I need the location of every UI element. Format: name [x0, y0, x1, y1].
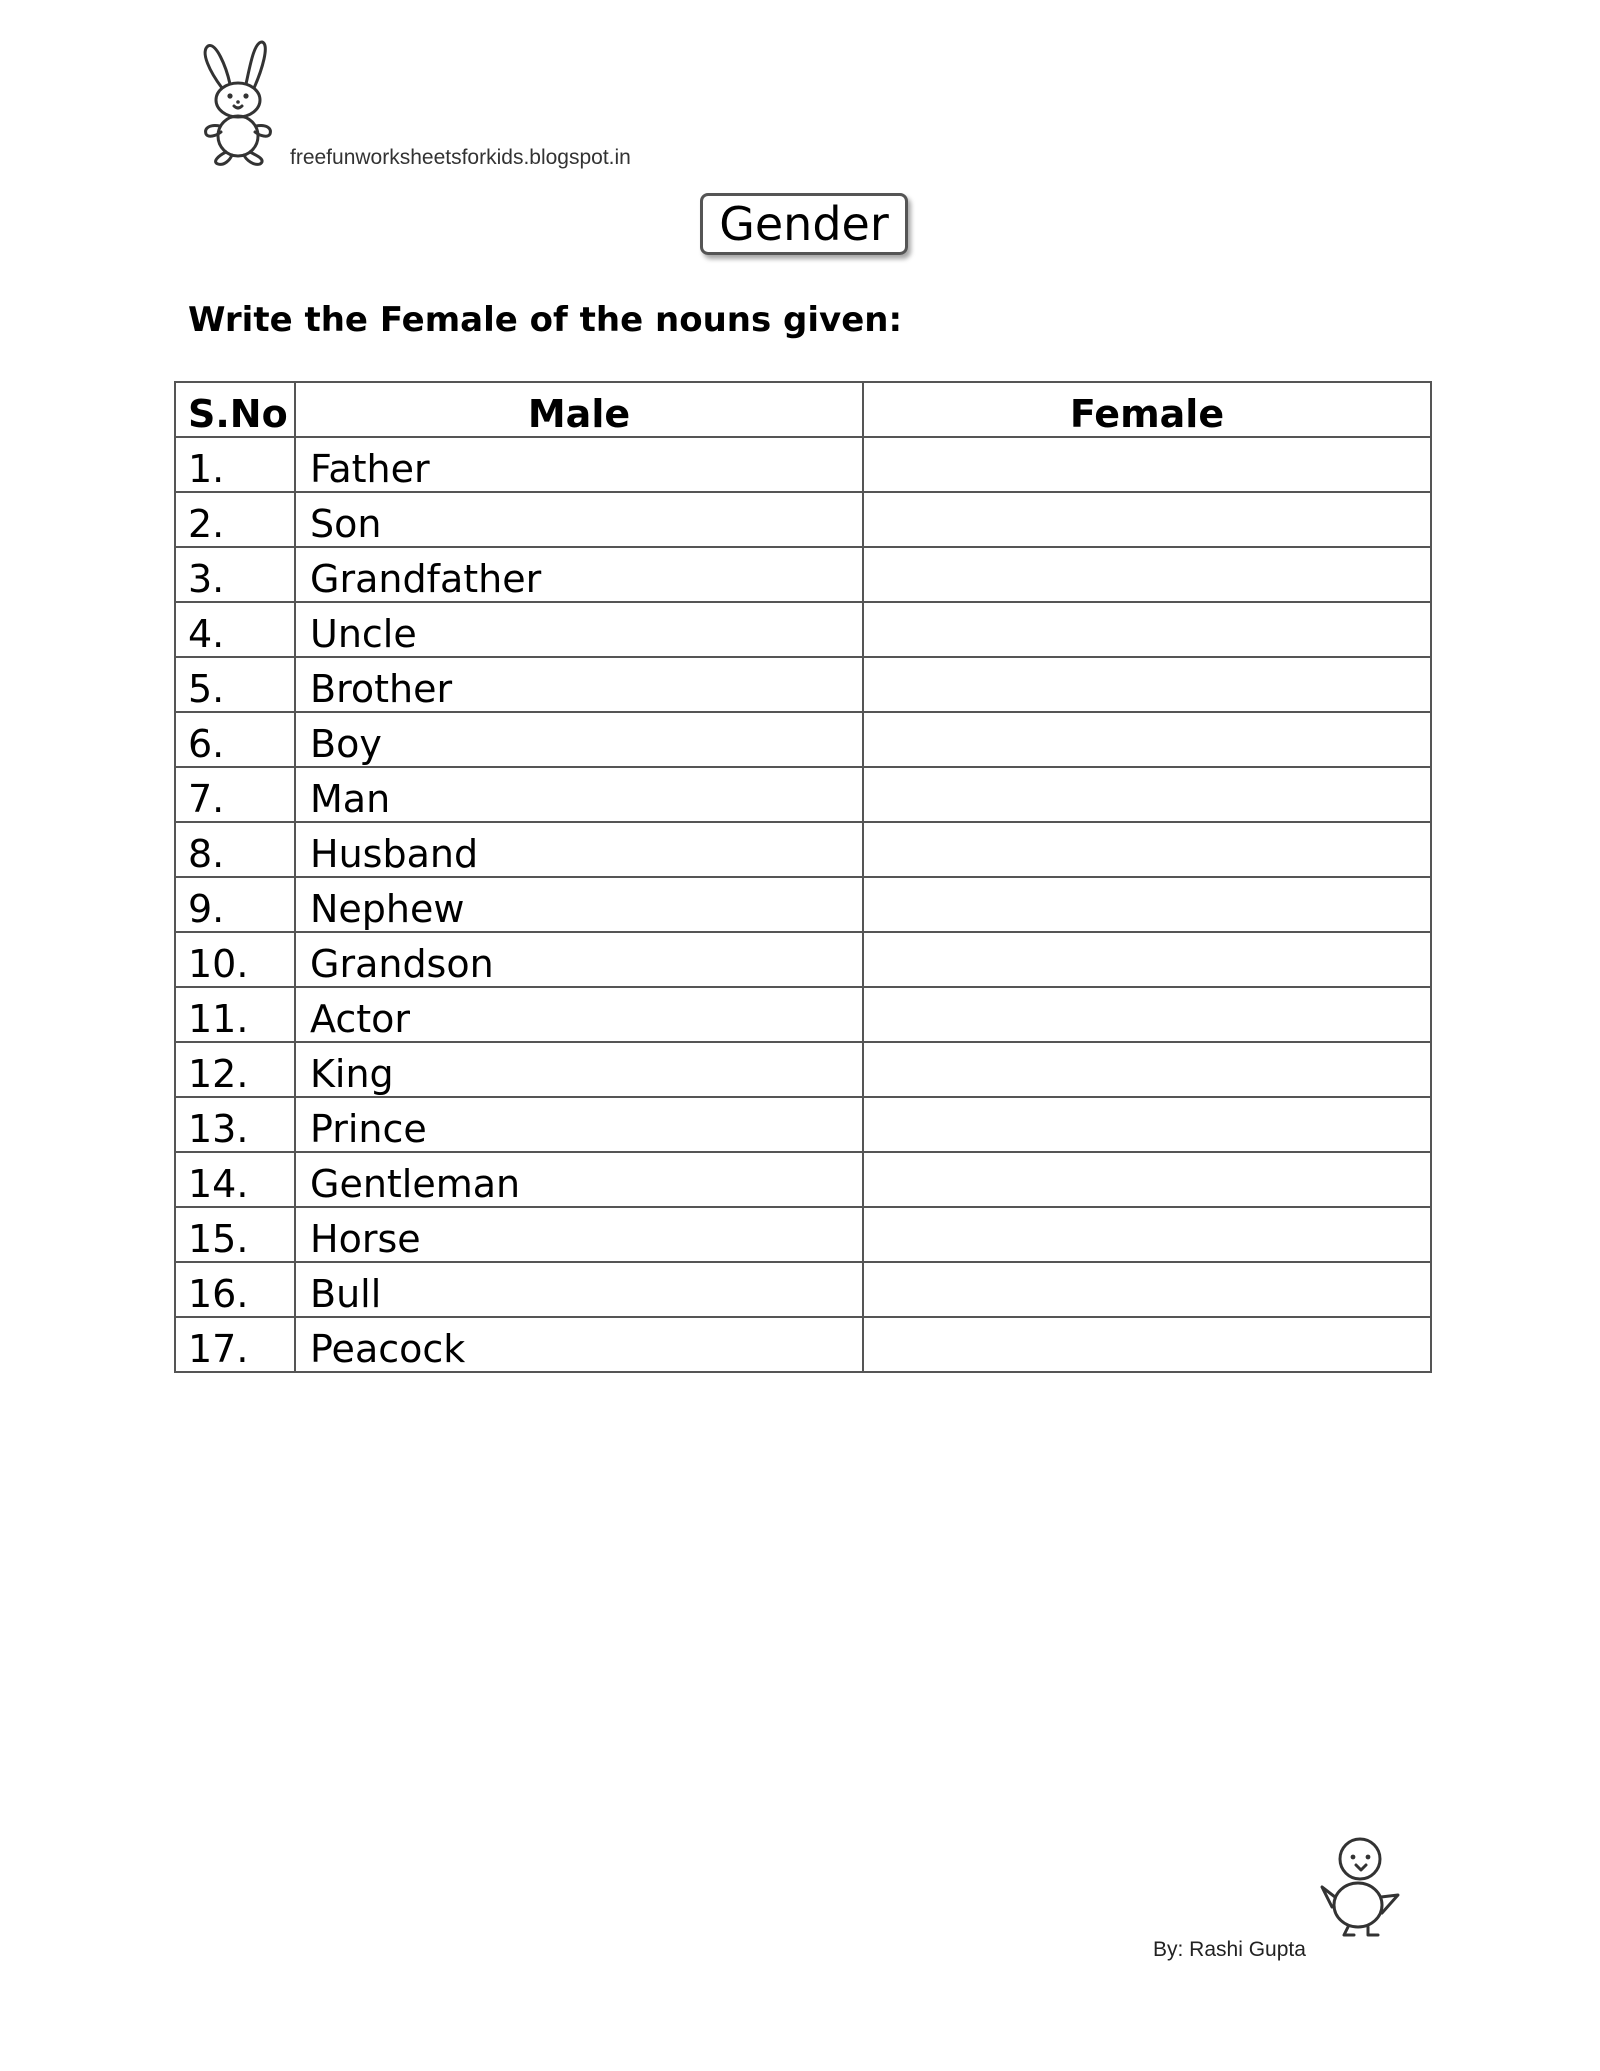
male-noun: Peacock	[295, 1317, 863, 1372]
row-number: 12.	[175, 1042, 295, 1097]
row-number: 14.	[175, 1152, 295, 1207]
male-noun: Man	[295, 767, 863, 822]
table-row	[175, 1042, 1431, 1097]
male-noun: Horse	[295, 1207, 863, 1262]
table-row	[175, 1207, 1431, 1262]
male-noun: Son	[295, 492, 863, 547]
male-noun: Actor	[295, 987, 863, 1042]
row-number: 10.	[175, 932, 295, 987]
male-noun: Uncle	[295, 602, 863, 657]
female-answer-cell[interactable]	[863, 987, 1431, 1042]
female-answer-cell[interactable]	[863, 712, 1431, 767]
table-row	[175, 712, 1431, 767]
female-answer-cell[interactable]	[863, 1097, 1431, 1152]
row-number: 3.	[175, 547, 295, 602]
row-number: 17.	[175, 1317, 295, 1372]
female-answer-cell[interactable]	[863, 932, 1431, 987]
chick-icon	[1318, 1835, 1404, 1941]
gender-table	[174, 381, 1432, 1373]
table-row	[175, 987, 1431, 1042]
row-number: 11.	[175, 987, 295, 1042]
female-answer-cell[interactable]	[863, 822, 1431, 877]
male-noun: Nephew	[295, 877, 863, 932]
male-noun: Prince	[295, 1097, 863, 1152]
female-answer-cell[interactable]	[863, 1207, 1431, 1262]
table-row	[175, 877, 1431, 932]
table-row	[175, 602, 1431, 657]
page-title: Gender	[719, 197, 889, 251]
row-number: 9.	[175, 877, 295, 932]
female-answer-cell[interactable]	[863, 877, 1431, 932]
row-number: 15.	[175, 1207, 295, 1262]
row-number: 7.	[175, 767, 295, 822]
column-header-female: Female	[863, 382, 1431, 437]
female-answer-cell[interactable]	[863, 1042, 1431, 1097]
male-noun: Grandfather	[295, 547, 863, 602]
bunny-icon	[188, 36, 288, 168]
female-answer-cell[interactable]	[863, 1262, 1431, 1317]
table-header-row	[175, 382, 1431, 437]
row-number: 2.	[175, 492, 295, 547]
female-answer-cell[interactable]	[863, 1317, 1431, 1372]
row-number: 8.	[175, 822, 295, 877]
female-answer-cell[interactable]	[863, 657, 1431, 712]
male-noun: Brother	[295, 657, 863, 712]
table-row	[175, 932, 1431, 987]
row-number: 5.	[175, 657, 295, 712]
table-row	[175, 437, 1431, 492]
row-number: 4.	[175, 602, 295, 657]
table-body	[175, 437, 1431, 1372]
female-answer-cell[interactable]	[863, 437, 1431, 492]
title-box	[700, 193, 908, 255]
row-number: 6.	[175, 712, 295, 767]
row-number: 13.	[175, 1097, 295, 1152]
table-row	[175, 822, 1431, 877]
male-noun: Bull	[295, 1262, 863, 1317]
female-answer-cell[interactable]	[863, 602, 1431, 657]
table-row	[175, 1262, 1431, 1317]
male-noun: King	[295, 1042, 863, 1097]
author-credit: By: Rashi Gupta	[1153, 1938, 1306, 1961]
table-row	[175, 1097, 1431, 1152]
female-answer-cell[interactable]	[863, 547, 1431, 602]
column-header-male: Male	[295, 382, 863, 437]
row-number: 1.	[175, 437, 295, 492]
male-noun: Boy	[295, 712, 863, 767]
table-row	[175, 767, 1431, 822]
site-url: freefunworksheetsforkids.blogspot.in	[290, 146, 631, 169]
table-row	[175, 657, 1431, 712]
female-answer-cell[interactable]	[863, 767, 1431, 822]
table-row	[175, 1317, 1431, 1372]
column-header-sno: S.No	[175, 382, 295, 437]
male-noun: Father	[295, 437, 863, 492]
table-row	[175, 547, 1431, 602]
table-row	[175, 1152, 1431, 1207]
female-answer-cell[interactable]	[863, 492, 1431, 547]
male-noun: Gentleman	[295, 1152, 863, 1207]
male-noun: Husband	[295, 822, 863, 877]
instruction-text: Write the Female of the nouns given:	[188, 300, 903, 340]
row-number: 16.	[175, 1262, 295, 1317]
female-answer-cell[interactable]	[863, 1152, 1431, 1207]
male-noun: Grandson	[295, 932, 863, 987]
table-row	[175, 492, 1431, 547]
